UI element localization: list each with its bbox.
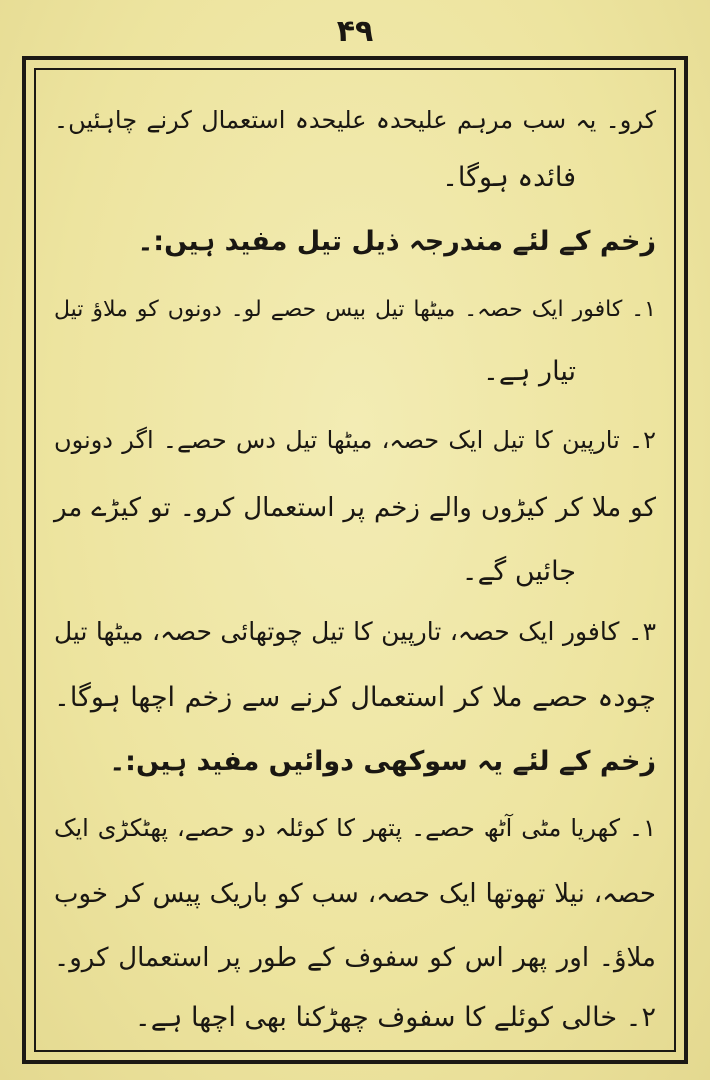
section-heading-powders: زخم کے لئے یہ سوکھی دوائیں مفید ہیں:۔ [109, 746, 656, 777]
text-line-6: ۲۔ تارپین کا تیل ایک حصہ، میٹھا تیل دس حصے۔ اگر دونوں [54, 426, 656, 454]
text-line-4: ۱۔ کافور ایک حصہ۔ میٹھا تیل بیس حصے لو۔ دونوں کو ملاؤ تیل [54, 297, 656, 322]
text-line-2: فائدہ ہوگا۔ [442, 162, 576, 193]
text-line-1: کرو۔ یہ سب مرہم علیحدہ علیحدہ استعمال کرنے چاہئیں۔ [54, 106, 656, 134]
text-line-15: ۲۔ خالی کوئلے کا سفوف چھڑکنا بھی اچھا ہے۔ [134, 1002, 656, 1033]
text-line-7: کو ملا کر کیڑوں والے زخم پر استعمال کرو۔ تو کیڑے مر [54, 493, 656, 523]
text-line-13: حصہ، نیلا تھوتھا ایک حصہ، سب کو باریک پیس کر خوب [54, 879, 656, 909]
text-line-8: جائیں گے۔ [461, 556, 576, 587]
text-line-10: چودہ حصے ملا کر استعمال کرنے سے زخم اچھا ہوگا۔ [54, 682, 656, 713]
text-line-5: تیار ہے۔ [483, 356, 576, 387]
page-number: ۴۹ [336, 14, 374, 49]
text-line-14: ملاؤ۔ اور پھر اس کو سفوف کے طور پر استعمال کرو۔ [54, 943, 656, 973]
section-heading-oils: زخم کے لئے مندرجہ ذیل تیل مفید ہیں:۔ [137, 226, 656, 257]
text-line-12: ۱۔ کھریا مٹی آٹھ حصے۔ پتھر کا کوئلہ دو حصے، پھٹکڑی ایک [54, 814, 656, 842]
text-line-9: ۳۔ کافور ایک حصہ، تارپین کا تیل چوتھائی حصہ، میٹھا تیل [54, 617, 656, 646]
